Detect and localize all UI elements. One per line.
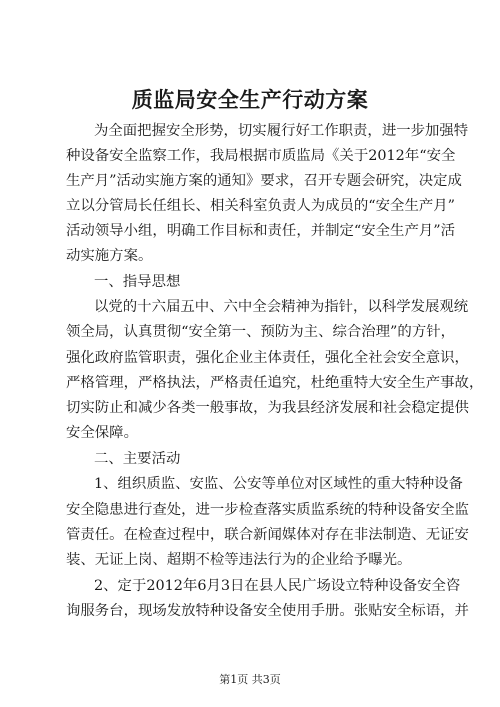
section1-line-3: 强化政府监管职责，强化企业主体责任，强化全社会安全意识， <box>66 350 469 366</box>
section-heading-guiding-ideology: 一、指导思想 <box>94 274 181 290</box>
item1-line-2: 安全隐患进行查处，进一步检查落实质监系统的特种设备安全监 <box>66 502 469 518</box>
section1-line-6: 安全保障。 <box>66 425 138 441</box>
item2-line-1: 2、定于2012年6月3日在县人民广场设立特种设备安全咨 <box>94 578 461 594</box>
intro-line-2: 种设备安全监察工作，我局根据市质监局《关于2012年“安全 <box>66 148 456 164</box>
intro-line-3: 生产月”活动实施方案的通知》要求，召开专题会研究，决定成 <box>66 173 462 189</box>
item1-line-3: 管责任。在检查过程中，联合新闻媒体对存在非法制造、无证安 <box>66 527 469 543</box>
section1-line-1: 以党的十六届五中、六中全会精神为指针，以科学发展观统 <box>94 299 469 315</box>
intro-line-5: 活动领导小组，明确工作目标和责任，并制定“安全生产月”活 <box>66 223 455 239</box>
section1-line-5: 切实防止和减少各类一般事故，为我县经济发展和社会稳定提供 <box>66 400 469 416</box>
item1-line-4: 装、无证上岗、超期不检等违法行为的企业给予曝光。 <box>66 552 412 568</box>
item1-line-1: 1、组织质监、安监、公安等单位对区域性的重大特种设备 <box>94 476 463 492</box>
section-heading-main-activities: 二、主要活动 <box>94 451 181 467</box>
intro-line-4: 立以分管局长任组长、相关科室负责人为成员的“安全生产月” <box>66 198 455 214</box>
section1-line-4: 严格管理，严格执法，严格责任追究，杜绝重特大安全生产事故， <box>66 375 484 391</box>
intro-line-1: 为全面把握安全形势，切实履行好工作职责，进一步加强特 <box>94 123 469 139</box>
item2-line-2: 询服务台，现场发放特种设备安全使用手册。张贴安全标语，并 <box>66 603 469 619</box>
page-number-footer: 第1页 共3页 <box>219 673 281 686</box>
document-title: 质监局安全生产行动方案 <box>131 87 369 112</box>
section1-line-2: 领全局，认真贯彻“安全第一、预防为主、综合治理”的方针， <box>66 324 455 340</box>
intro-line-6: 动实施方案。 <box>66 248 153 264</box>
